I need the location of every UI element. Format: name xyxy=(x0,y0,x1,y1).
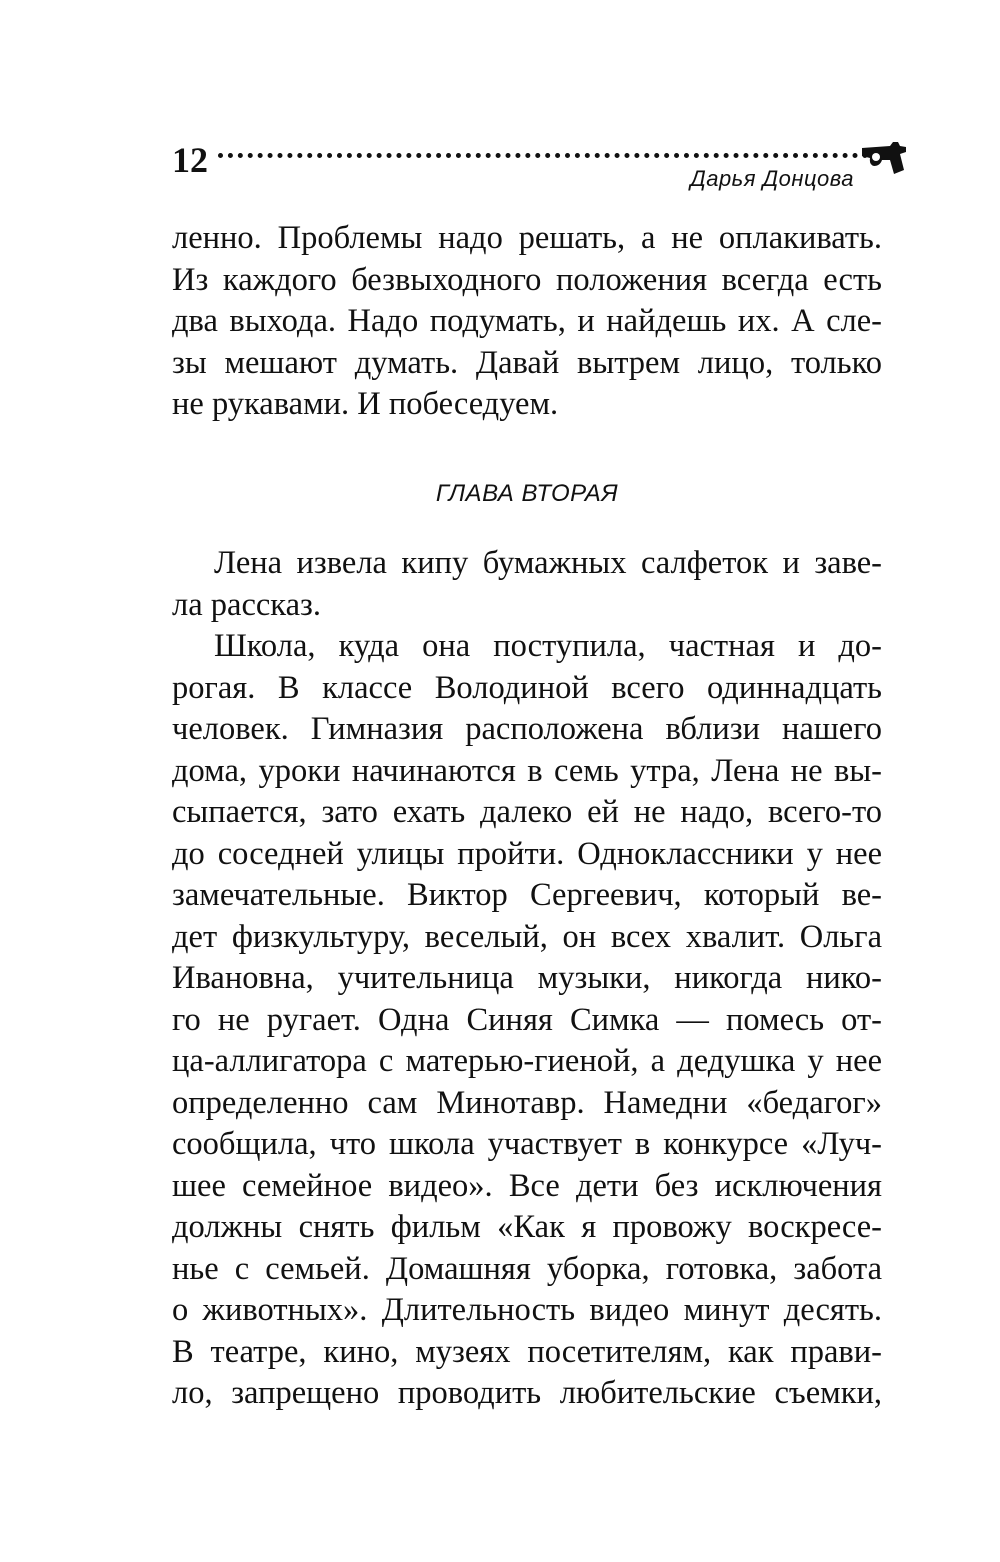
running-header xyxy=(172,138,912,198)
text-line: дет физкультуру, веселый, он всех хвалит. Ольга xyxy=(172,918,882,955)
paragraph-1 xyxy=(172,543,882,626)
text-line: дома, уроки начинаются в семь утра, Лена не вы- xyxy=(172,752,882,789)
author-name: Дарья Донцова xyxy=(690,166,854,191)
text-line: рогая. В классе Володиной всего одиннадцать xyxy=(172,669,882,706)
text-line: Школа, куда она поступила, частная и до- xyxy=(214,628,882,664)
text-line: Из каждого безвыходного положения всегда есть xyxy=(172,261,882,298)
text-line: человек. Гимназия расположена вблизи нашего xyxy=(172,711,882,747)
paragraph-2 xyxy=(172,626,882,1415)
text-line: сыпается, зато ехать далеко ей не надо, всего-то xyxy=(172,794,882,830)
text-line: зы мешают думать. Давай вытрем лицо, только xyxy=(172,344,882,381)
text-line: го не ругает. Одна Синяя Симка — помесь от- xyxy=(172,1001,882,1038)
text-line: сообщила, что школа участвует в конкурсе «Луч- xyxy=(172,1126,882,1162)
text-line: не рукавами. И побеседуем. xyxy=(172,386,559,422)
revolver-icon xyxy=(860,138,908,178)
text-line: до соседней улицы пройти. Одноклассники у нее xyxy=(172,835,882,872)
text-line: определенно сам Минотавр. Намедни «бедагог» xyxy=(172,1084,882,1121)
dotted-rule xyxy=(218,153,878,164)
intro-text xyxy=(172,218,882,426)
text-line: должны снять фильм «Как я провожу воскресе- xyxy=(172,1209,882,1245)
page-number: 12 xyxy=(172,140,208,180)
text-line: два выхода. Надо подумать, и найдешь их. А сле- xyxy=(172,303,882,339)
text-line: ленно. Проблемы надо решать, а не оплакивать. xyxy=(172,220,882,256)
text-line: В театре, кино, музеях посетителям, как прави- xyxy=(172,1333,882,1370)
text-line: о животных». Длительность видео минут десять. xyxy=(172,1292,882,1328)
text-line: ло, запрещено проводить любительские съемки, xyxy=(172,1375,882,1411)
text-line: Ивановна, учительница музыки, никогда нико- xyxy=(172,960,882,996)
text-line: ца-аллигатора с матерью-гиеной, а дедушка у нее xyxy=(172,1043,882,1079)
text-line: замечательные. Виктор Сергеевич, который ве- xyxy=(172,877,882,913)
text-line: ла рассказ. xyxy=(172,586,321,623)
chapter-title: ГЛАВА ВТОРАЯ xyxy=(435,480,619,507)
text-line: шее семейное видео». Все дети без исключения xyxy=(172,1167,882,1204)
text-line: нье с семьей. Домашняя уборка, готовка, забота xyxy=(172,1250,882,1287)
text-line: Лена извела кипу бумажных салфеток и заве- xyxy=(214,545,882,581)
